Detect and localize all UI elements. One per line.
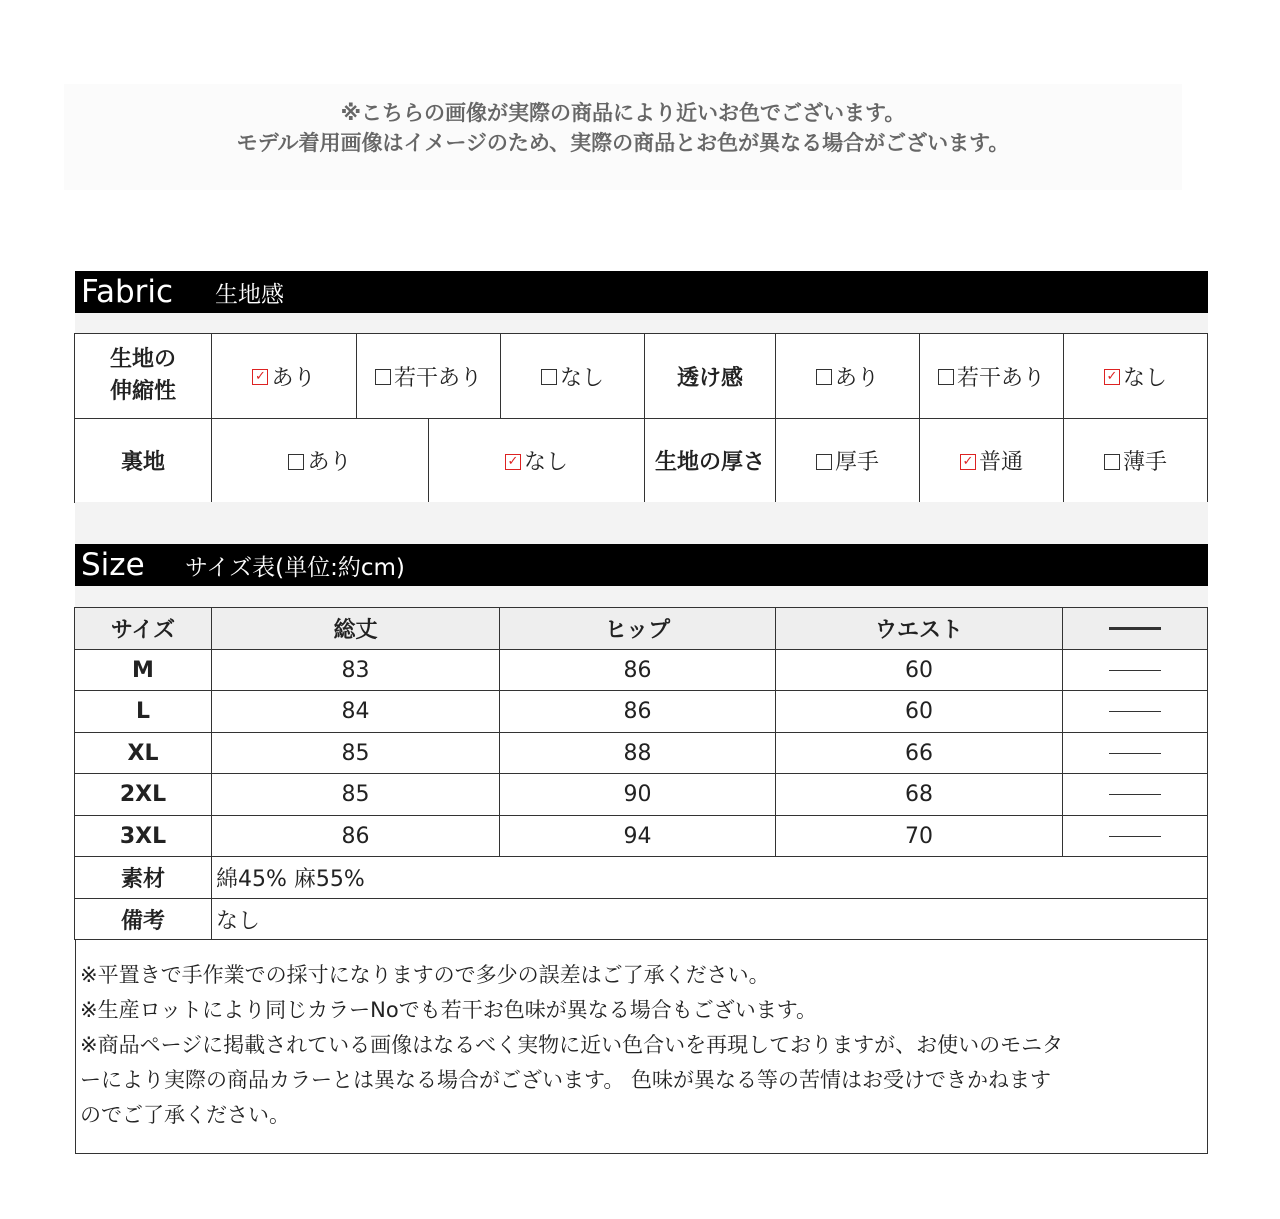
notice-line-1: ※こちらの画像が実際の商品により近いお色でございます。 [340, 101, 906, 125]
color-notice [64, 84, 1182, 190]
fabric-header [75, 271, 1208, 313]
option-label: 若干あり [956, 365, 1045, 391]
option-label: 普通 [978, 450, 1023, 475]
cell-text: サイズ [110, 618, 176, 643]
cell-text: 68 [905, 782, 933, 807]
option-label: 薄手 [1122, 450, 1167, 475]
lining-option [211, 418, 429, 503]
notice-line-2: モデル着用画像はイメージのため、実際の商品とお色が異なる場合がございます。 [236, 131, 1010, 155]
size-title-en: Size [81, 547, 145, 583]
cell-text: 素材 [120, 867, 165, 892]
cell-text: 88 [623, 740, 652, 766]
material-value [211, 856, 1208, 899]
sheer-option [1063, 333, 1208, 419]
size-cell [74, 815, 212, 857]
size-cell [499, 773, 776, 816]
note-line: ※生産ロットにより同じカラーNoでも若干お色味が異なる場合もございます。 [80, 998, 818, 1022]
empty-cell [1062, 690, 1208, 733]
size-cell [775, 732, 1063, 774]
size-cell [499, 649, 776, 691]
cell-text: 綿45% 麻55% [216, 867, 365, 892]
dash [1109, 711, 1161, 712]
cell-text: 85 [341, 782, 370, 807]
unchecked-checkbox-icon [816, 369, 832, 385]
cell-text: 伸縮性 [109, 379, 176, 404]
sheer-label [644, 333, 776, 419]
cell-text: L [135, 699, 151, 724]
column-header-empty [1062, 607, 1208, 650]
dash [1109, 794, 1161, 795]
cell-text: M [132, 657, 154, 683]
fabric-title-en: Fabric [81, 274, 174, 310]
cell-text: 2XL [119, 782, 167, 807]
stretch-label [74, 333, 212, 419]
option-label: なし [1122, 365, 1167, 391]
unchecked-checkbox-icon [375, 369, 391, 385]
thickness-option [1063, 418, 1208, 503]
size-header [75, 544, 1208, 586]
cell-text: 70 [905, 823, 933, 849]
size-cell [499, 732, 776, 774]
size-cell [775, 773, 1063, 816]
stretch-option [211, 333, 357, 419]
size-cell [499, 690, 776, 733]
size-cell [211, 815, 500, 857]
cell-text: 3XL [119, 823, 167, 849]
notes-box [75, 939, 1208, 1154]
size-cell [74, 649, 212, 691]
cell-text: ヒップ [604, 618, 671, 643]
note-line: のでご了承ください。 [80, 1103, 290, 1127]
checked-checkbox-icon: ✓ [252, 369, 268, 385]
size-cell [211, 732, 500, 774]
column-header [211, 607, 500, 650]
sheer-option [919, 333, 1064, 419]
cell-text: 60 [905, 699, 933, 724]
size-cell [775, 649, 1063, 691]
size-cell [499, 815, 776, 857]
cell-text: なし [216, 908, 261, 934]
spacer [75, 313, 1208, 333]
size-cell [211, 690, 500, 733]
note-line: ーにより実際の商品カラーとは異なる場合がございます。 色味が異なる等の苦情はお受けできかねます [80, 1068, 1051, 1092]
column-header [74, 607, 212, 650]
material-label [74, 856, 212, 899]
note-line: ※平置きで手作業での採寸になりますので多少の誤差はご了承ください。 [80, 963, 770, 987]
size-cell [211, 773, 500, 816]
remarks-value [211, 898, 1208, 940]
size-cell [74, 690, 212, 733]
option-label: 若干あり [393, 365, 482, 391]
unchecked-checkbox-icon [938, 369, 954, 385]
size-title-jp: サイズ表(単位:約cm) [185, 554, 405, 581]
cell-text: XL [127, 740, 159, 766]
dash [1109, 753, 1161, 754]
cell-text: ウエスト [874, 618, 963, 643]
cell-text: 90 [623, 782, 652, 807]
thickness-option [775, 418, 920, 503]
stretch-option [500, 333, 645, 419]
unchecked-checkbox-icon [816, 454, 832, 470]
unchecked-checkbox-icon [1104, 454, 1120, 470]
cell-text: 84 [341, 699, 370, 724]
cell-text: 85 [341, 740, 370, 766]
option-label: 厚手 [834, 450, 879, 475]
cell-text: 透け感 [676, 365, 743, 391]
dash [1109, 670, 1161, 671]
column-header [775, 607, 1063, 650]
thickness-label [644, 418, 776, 503]
option-label: あり [834, 365, 879, 391]
column-header [499, 607, 776, 650]
cell-text: 60 [905, 657, 933, 683]
option-label: なし [523, 450, 568, 475]
checked-checkbox-icon: ✓ [960, 454, 976, 470]
stretch-option [356, 333, 501, 419]
empty-cell [1062, 732, 1208, 774]
option-label: なし [559, 365, 604, 391]
empty-cell [1062, 815, 1208, 857]
spacer [75, 502, 1208, 544]
thickness-option [919, 418, 1064, 503]
cell-text: 生地の [109, 347, 176, 372]
cell-text: 86 [623, 699, 652, 724]
option-label: あり [307, 450, 352, 475]
sheer-option [775, 333, 920, 419]
dash [1109, 836, 1161, 837]
fabric-title-jp: 生地感 [215, 281, 284, 308]
size-cell [775, 690, 1063, 733]
lining-option [428, 418, 645, 503]
lining-label [74, 418, 212, 503]
spacer [75, 586, 1208, 607]
checked-checkbox-icon: ✓ [1104, 369, 1120, 385]
cell-text: 66 [905, 740, 933, 766]
size-cell [74, 773, 212, 816]
dash [1109, 627, 1161, 630]
unchecked-checkbox-icon [541, 369, 557, 385]
checked-checkbox-icon: ✓ [505, 454, 521, 470]
cell-text: 総丈 [333, 618, 378, 643]
cell-text: 備考 [120, 908, 165, 934]
cell-text: 86 [341, 823, 370, 849]
cell-text: 83 [341, 657, 370, 683]
size-cell [74, 732, 212, 774]
cell-text: 生地の厚さ [654, 450, 765, 475]
empty-cell [1062, 773, 1208, 816]
option-label: あり [271, 365, 316, 391]
size-cell [775, 815, 1063, 857]
remarks-label [74, 898, 212, 940]
empty-cell [1062, 649, 1208, 691]
unchecked-checkbox-icon [288, 454, 304, 470]
cell-text: 94 [623, 823, 652, 849]
cell-text: 86 [623, 657, 652, 683]
size-cell [211, 649, 500, 691]
note-line: ※商品ページに掲載されている画像はなるべく実物に近い色合いを再現しておりますが、お使いのモニタ [80, 1033, 1064, 1057]
cell-text: 裏地 [120, 450, 165, 475]
